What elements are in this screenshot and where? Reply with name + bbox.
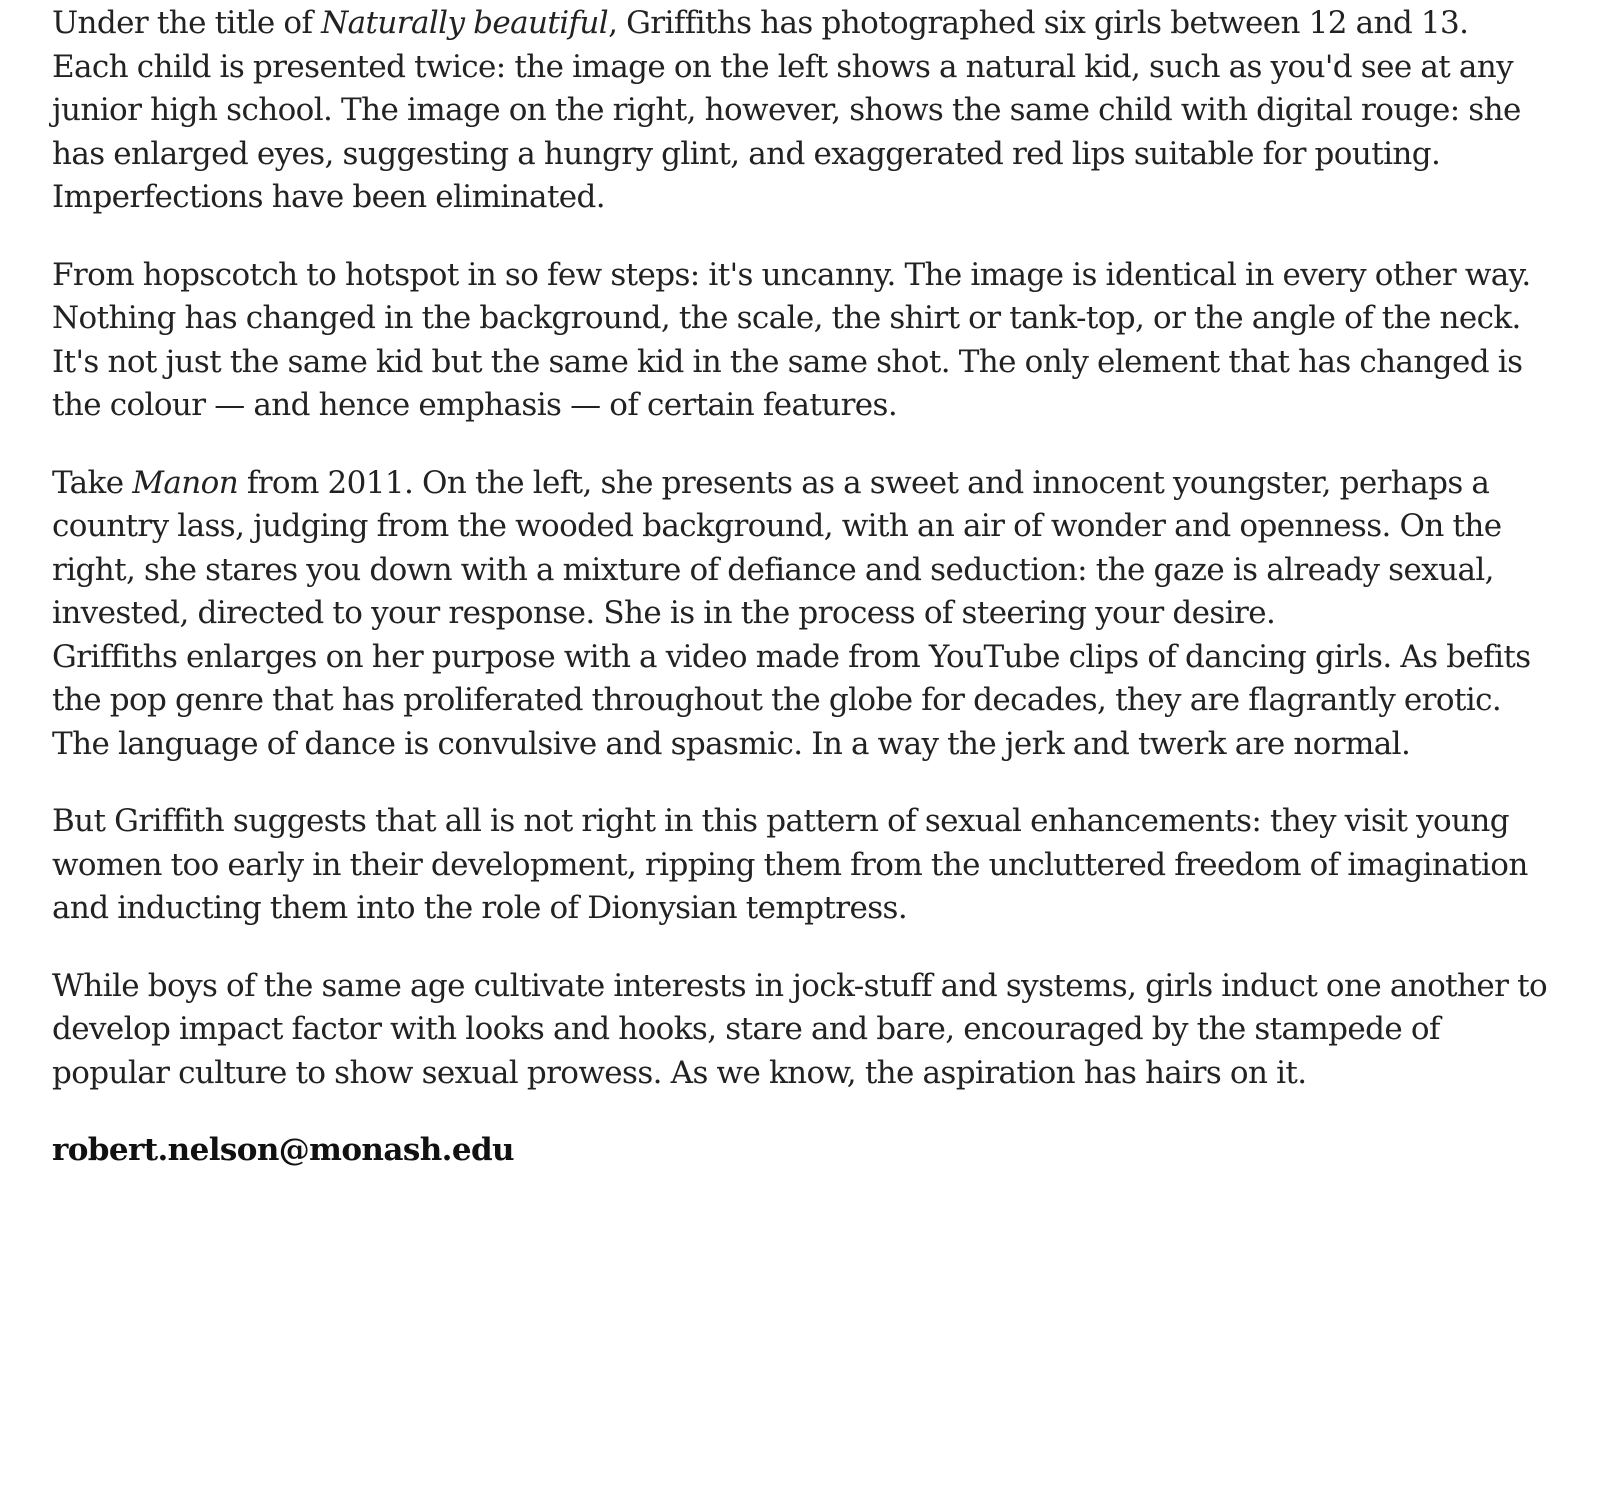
paragraph-hopscotch: From hopscotch to hotspot in so few steps: it's uncanny. The image is identical in every other way. Nothing has changed in the background, the scale, the shirt or tank-top, or the angle of the neck. It's not just the same kid but the same kid in the same shot. The only element that has changed is the colour — and hence emphasis — of certain features.: [52, 256, 1531, 423]
paragraph-text: Take: [52, 464, 133, 501]
paragraph-text: , Griffiths has photographed six girls between 12 and 13. Each child is presented twice: the image on the left shows a natural kid, such as you'd see at any junior high school. The image on the right, however, shows the same child with digital rouge: she has enlarged eyes, suggesting a hungry glint, and exaggerated red lips suitable for pouting. Imperfections have been eliminated.: [52, 5, 1521, 215]
paragraph-griffith-suggests: But Griffith suggests that all is not right in this pattern of sexual enhancements: they visit young women too early in their development, ripping them from the uncluttered freedom of imagination and inducting them into the role of Dionysian temptress.: [52, 803, 1528, 926]
article-body: [52, 2, 1552, 1207]
paragraph-video: Griffiths enlarges on her purpose with a video made from YouTube clips of dancing girls. As befits the pop genre that has proliferated throughout the globe for decades, they are flagrantly erotic. The language of dance is convulsive and spasmic. In a way the jerk and twerk are normal.: [52, 638, 1531, 762]
paragraph-text: Under the title of: [52, 5, 322, 41]
paragraph-manon: [52, 462, 1552, 636]
paragraph-boys-girls: While boys of the same age cultivate interests in jock-stuff and systems, girls induct one another to develop impact factor with looks and hooks, stare and bare, encouraged by the stampede of popular culture to show sexual prowess. As we know, the aspiration has hairs on it.: [52, 967, 1548, 1091]
author-email: robert.nelson@monash.edu: [52, 1132, 514, 1168]
artwork-title: Naturally beautiful: [321, 5, 609, 41]
paragraph-naturally-beautiful: [52, 2, 1552, 220]
artwork-title: Manon: [132, 464, 239, 501]
paragraph-text: from 2011. On the left, she presents as a sweet and innocent youngster, perhaps a country lass, judging from the wooded background, with an air of wonder and openness. On the right, she stares you down with a mixture of defiance and seduction: the gaze is already sexual, invested, directed to your response. She is in the process of steering your desire.: [52, 464, 1502, 631]
